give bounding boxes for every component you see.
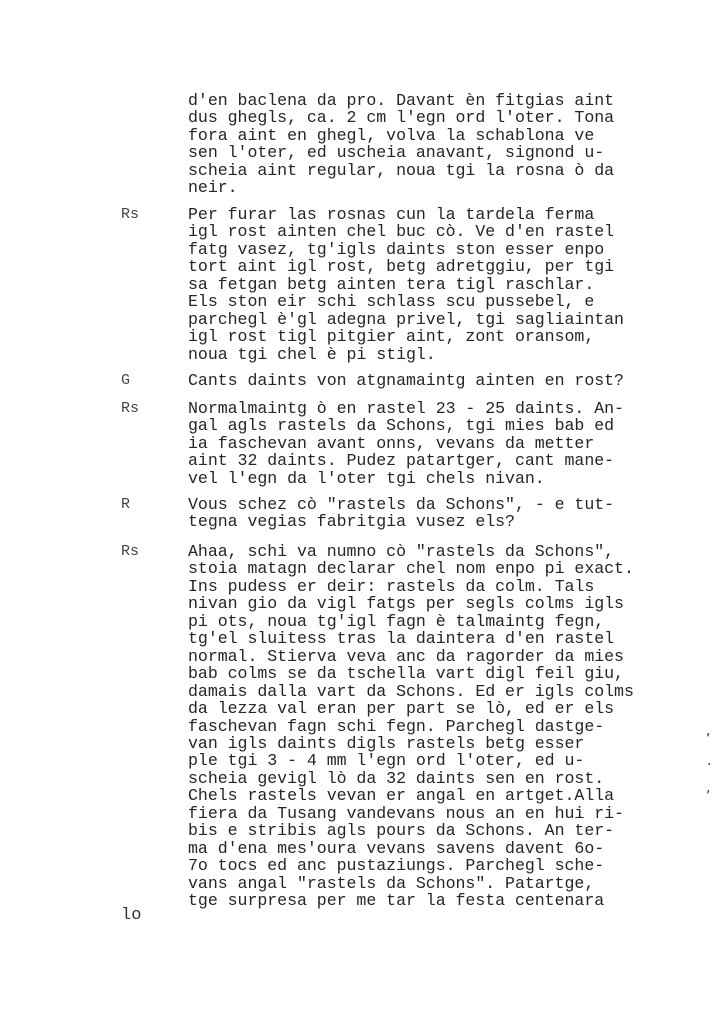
text-line: fiera da Tusang vandevans nous an en hui ri- — [188, 803, 624, 823]
speaker-label: Rs — [121, 400, 140, 417]
text-line: tegna vegias fabritgia vusez els? — [188, 512, 515, 532]
text-line: Normalmaintg ò en rastel 23 - 25 daints. An- — [188, 399, 624, 418]
text-line: fora aint en ghegl, volva la schablona ve — [188, 125, 595, 145]
text-line: parchegl è'gl adegna privel, tgi sagliaintan — [188, 309, 624, 329]
text-line: fatg vasez, tg'igls daints ston esser enpo — [188, 239, 605, 259]
text-line: neir. — [188, 178, 238, 198]
paragraph-text — [188, 543, 658, 910]
text-line: noua tgi chel è pi stigl. — [188, 344, 436, 364]
text-line: sa fetgan betg ainten tera tigl raschlar. — [188, 274, 595, 294]
margin-mark: · — [707, 757, 712, 773]
text-line: Ins pudess er deir: rastels da colm. Tals — [188, 576, 595, 596]
text-line: igl rost ainten chel buc cò. Ve d'en rastel — [188, 222, 615, 242]
text-line: faschevan fagn schi fegn. Parchegl dastge- — [188, 716, 605, 736]
speaker-label: Rs — [121, 543, 140, 560]
text-line: nivan gio da vigl fatgs per segls colms igls — [188, 594, 624, 614]
text-line: vans angal "rastels da Schons". Patartge, — [188, 873, 595, 893]
text-line: ma d'ena mes'oura vevans savens davent 6o- — [188, 838, 605, 858]
text-line: gal agls rastels da Schons, tgi mies bab ed — [188, 416, 615, 436]
text-line: ia faschevan avant onns, vevans da metter — [188, 433, 595, 453]
text-line: Chels rastels vevan er angal en artget.Alla — [188, 786, 615, 806]
paragraph-text — [188, 206, 658, 363]
text-line: Els ston eir schi schlass scu pussebel, e — [188, 292, 595, 312]
paragraph-text — [188, 372, 658, 389]
paragraph-text — [188, 496, 658, 531]
text-line: Per furar las rosnas cun la tardela ferma — [188, 205, 595, 224]
speaker-label: R — [121, 496, 131, 513]
text-line: Vous schez cò "rastels da Schons", - e tut- — [188, 495, 615, 514]
text-line: damais dalla vart da Schons. Ed er igls colms — [188, 681, 634, 701]
text-line: igl rost tigl pitgier aint, zont oransom, — [188, 327, 595, 347]
text-line: Cants daints von atgnamaintg ainten en rost? — [188, 371, 624, 390]
text-line: vel l'egn da l'oter tgi chels nivan. — [188, 468, 545, 488]
text-line: tort aint igl rost, betg adretggiu, per tgi — [188, 257, 615, 277]
text-line: scheia gevigl lò da 32 daints sen en rost. — [188, 768, 605, 788]
text-line: d'en baclena da pro. Davant èn fitgias aint — [188, 91, 615, 110]
margin-mark: , — [706, 780, 711, 796]
text-line: pi ots, noua tg'igl fagn è talmaintg fegn, — [188, 611, 605, 631]
text-line: aint 32 daints. Pudez patartger, cant mane- — [188, 451, 615, 471]
text-line: stoia matagn declarar chel nom enpo pi exact. — [188, 559, 634, 579]
speaker-label: Rs — [121, 206, 140, 223]
text-line: bis e stribis agls pours da Schons. An ter- — [188, 821, 615, 841]
page-number: lo — [121, 906, 142, 925]
text-line: scheia aint regular, noua tgi la rosna ò da — [188, 160, 615, 180]
text-line: tge surpresa per me tar la festa centenara — [188, 891, 605, 911]
paragraph-text — [188, 400, 658, 487]
text-line: tg'el sluitess tras la daintera d'en rastel — [188, 629, 615, 649]
text-line: Ahaa, schi va numno cò "rastels da Schons", — [188, 542, 615, 561]
text-line: ple tgi 3 - 4 mm l'egn ord l'oter, ed u- — [188, 751, 585, 771]
text-line: normal. Stierva veva anc da ragorder da mies — [188, 646, 624, 666]
text-line: sen l'oter, ed uscheia anavant, signond u- — [188, 143, 605, 163]
margin-mark: , — [706, 723, 711, 739]
text-line: 7o tocs ed anc pustaziungs. Parchegl sche- — [188, 856, 605, 876]
text-line: bab colms se da tschella vart digl feil giu, — [188, 664, 624, 684]
paragraph-text — [188, 92, 658, 197]
text-line: dus ghegls, ca. 2 cm l'egn ord l'oter. Tona — [188, 108, 615, 128]
text-line: van igls daints digls rastels betg esser — [188, 733, 585, 753]
text-line: da lezza val eran per part se lò, ed er els — [188, 699, 615, 719]
speaker-label: G — [121, 372, 131, 389]
